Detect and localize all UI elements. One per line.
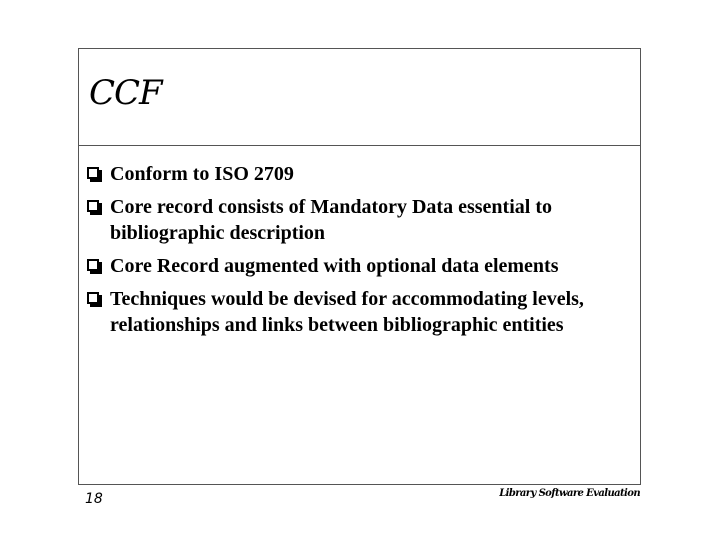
bullet-text: Conform to ISO 2709 — [110, 163, 294, 185]
footer-text: Library Software Evaluation — [499, 488, 640, 499]
square-bullet-icon — [87, 292, 99, 304]
bullet-text: Core record consists of Mandatory Data essential to bibliographic description — [110, 196, 552, 244]
slide-frame — [78, 48, 641, 485]
bullet-item — [87, 194, 632, 246]
bullet-text: Techniques would be devised for accommodating levels, relationships and links between bibliographic entities — [110, 288, 584, 336]
page-number: 18 — [85, 491, 103, 507]
square-bullet-icon — [87, 167, 99, 179]
bullet-item — [87, 253, 632, 279]
bullet-item — [87, 161, 632, 187]
title-box — [79, 49, 640, 146]
square-bullet-icon — [87, 259, 99, 271]
bullet-item — [87, 286, 632, 338]
bullet-list — [87, 161, 632, 345]
bullet-text: Core Record augmented with optional data elements — [110, 255, 559, 277]
square-bullet-icon — [87, 200, 99, 212]
slide-title: CCF — [89, 73, 162, 113]
